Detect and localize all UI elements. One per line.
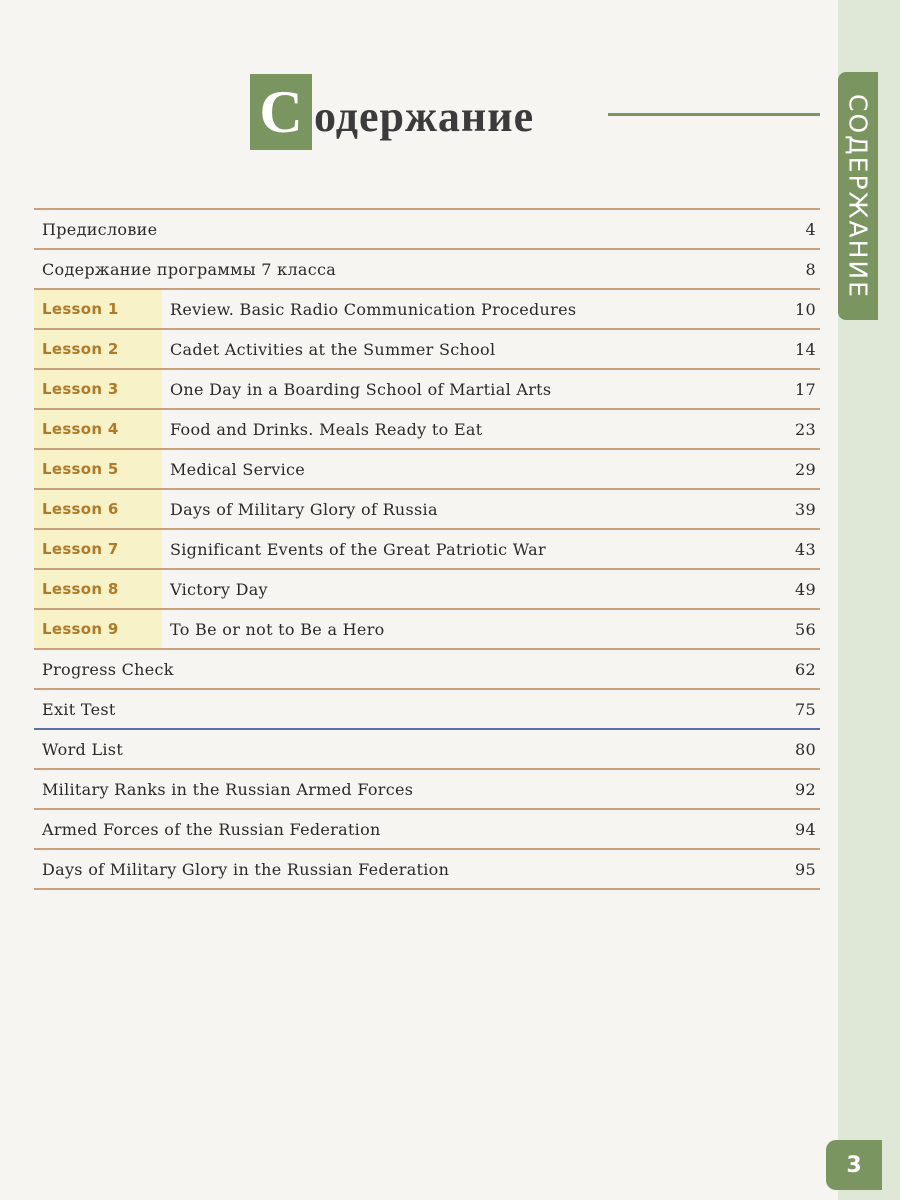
toc-label: Days of Military Glory in the Russian Federation xyxy=(42,859,450,879)
page-title xyxy=(250,70,534,150)
lesson-tag: Lesson 2 xyxy=(34,330,162,368)
page-number: 3 xyxy=(826,1140,882,1190)
toc-page: 4 xyxy=(805,219,816,239)
toc-page: 8 xyxy=(805,259,816,279)
toc-page: 92 xyxy=(795,779,816,799)
lesson-title: Victory Day xyxy=(170,579,268,599)
lesson-tag: Lesson 7 xyxy=(34,530,162,568)
toc-page: 75 xyxy=(795,699,816,719)
lesson-title: To Be or not to Be a Hero xyxy=(170,619,385,639)
toc-row-preface[interactable] xyxy=(34,210,820,250)
title-rule xyxy=(608,113,820,116)
lesson-title: Days of Military Glory of Russia xyxy=(170,499,438,519)
toc-label: Содержание программы 7 класса xyxy=(42,259,337,279)
toc-page: 10 xyxy=(795,299,816,319)
toc-label: Exit Test xyxy=(42,699,116,719)
toc-page: 80 xyxy=(795,739,816,759)
toc-row-lesson-6[interactable] xyxy=(34,490,820,530)
lesson-title: One Day in a Boarding School of Martial Arts xyxy=(170,379,552,399)
toc-row-military-ranks[interactable] xyxy=(34,770,820,810)
toc-row-lesson-1[interactable] xyxy=(34,290,820,330)
toc-label: Armed Forces of the Russian Federation xyxy=(42,819,381,839)
toc-page: 29 xyxy=(795,459,816,479)
toc-row-lesson-7[interactable] xyxy=(34,530,820,570)
section-side-tab xyxy=(838,72,878,320)
toc-label: Предисловие xyxy=(42,219,158,239)
toc-label: Military Ranks in the Russian Armed Forces xyxy=(42,779,414,799)
toc-page: 62 xyxy=(795,659,816,679)
toc-row-word-list[interactable] xyxy=(34,730,820,770)
lesson-tag: Lesson 5 xyxy=(34,450,162,488)
toc-row-days-of-glory[interactable] xyxy=(34,850,820,890)
lesson-title: Significant Events of the Great Patriotic War xyxy=(170,539,546,559)
toc-page: 94 xyxy=(795,819,816,839)
lesson-tag: Lesson 8 xyxy=(34,570,162,608)
toc-row-lesson-2[interactable] xyxy=(34,330,820,370)
toc-page: 17 xyxy=(795,379,816,399)
toc-page: 49 xyxy=(795,579,816,599)
title-initial: С xyxy=(250,74,312,150)
toc-row-progress-check[interactable] xyxy=(34,650,820,690)
toc-page: 39 xyxy=(795,499,816,519)
toc-page: 14 xyxy=(795,339,816,359)
toc-row-exit-test[interactable] xyxy=(34,690,820,730)
lesson-tag: Lesson 6 xyxy=(34,490,162,528)
lesson-tag: Lesson 3 xyxy=(34,370,162,408)
toc-label: Progress Check xyxy=(42,659,174,679)
lesson-title: Food and Drinks. Meals Ready to Eat xyxy=(170,419,483,439)
toc-row-lesson-4[interactable] xyxy=(34,410,820,450)
lesson-tag: Lesson 4 xyxy=(34,410,162,448)
toc-row-lesson-3[interactable] xyxy=(34,370,820,410)
toc-page: 56 xyxy=(795,619,816,639)
toc-row-program[interactable] xyxy=(34,250,820,290)
toc-row-lesson-8[interactable] xyxy=(34,570,820,610)
lesson-title: Review. Basic Radio Communication Procedures xyxy=(170,299,577,319)
table-of-contents xyxy=(34,208,820,890)
lesson-tag: Lesson 9 xyxy=(34,610,162,648)
toc-row-armed-forces[interactable] xyxy=(34,810,820,850)
toc-row-lesson-9[interactable] xyxy=(34,610,820,650)
toc-page: 95 xyxy=(795,859,816,879)
side-tab-label: СОДЕРЖАНИЕ xyxy=(843,93,873,299)
lesson-tag: Lesson 1 xyxy=(34,290,162,328)
title-rest: одержание xyxy=(314,92,535,141)
lesson-title: Cadet Activities at the Summer School xyxy=(170,339,496,359)
toc-row-lesson-5[interactable] xyxy=(34,450,820,490)
lesson-title: Medical Service xyxy=(170,459,306,479)
toc-page: 43 xyxy=(795,539,816,559)
toc-page: 23 xyxy=(795,419,816,439)
toc-label: Word List xyxy=(42,739,124,759)
